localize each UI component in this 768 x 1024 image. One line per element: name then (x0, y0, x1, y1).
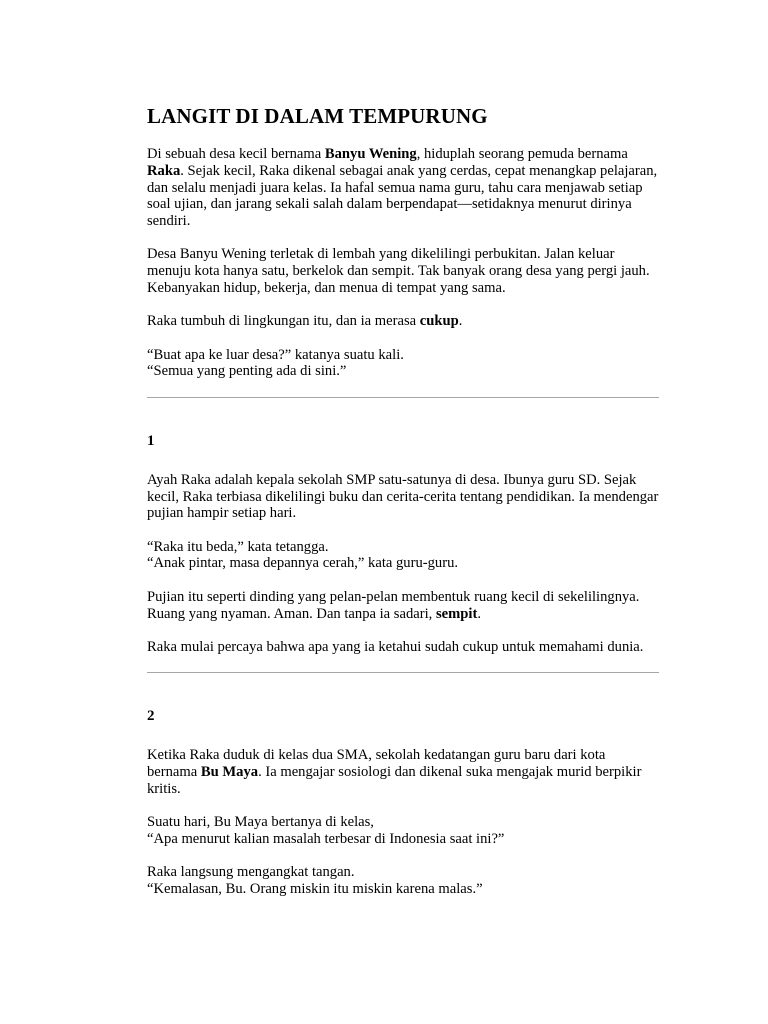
section-2-dialogue-2 (147, 864, 659, 898)
text-segment: Raka tumbuh di lingkungan itu, dan ia merasa (147, 313, 420, 330)
section-1-paragraph-1: Ayah Raka adalah kepala sekolah SMP satu-satunya di desa. Ibunya guru SD. Sejak kecil, Raka terbiasa dikelilingi buku dan cerita-cerita tentang pendidikan. Ia mendengar pujian hampir setiap hari. (147, 471, 659, 522)
text-segment: , hiduplah seorang pemuda bernama (416, 146, 628, 162)
section-2-dialogue-1 (147, 814, 659, 848)
text-segment: Di sebuah desa kecil bernama (147, 146, 325, 162)
intro-paragraph-2: Desa Banyu Wening terletak di lembah yang dikelilingi perbukitan. Jalan keluar menuju kota hanya satu, berkelok dan sempit. Tak banyak orang desa yang pergi jauh. Kebanyakan hidup, bekerja, dan menua di tempat yang sama. (147, 246, 650, 297)
section-1-dialogue (147, 539, 659, 573)
section-divider (147, 672, 659, 673)
document-page (147, 103, 659, 914)
bold-word: sempit (435, 605, 478, 622)
text-segment: . Ia mengajar sosiologi dan dikenal suka mengajak murid berpikir kritis. (147, 763, 642, 797)
bold-character-name: Bu Maya (200, 763, 259, 780)
intro-paragraph-1 (147, 146, 659, 230)
dialogue-line: “Buat apa ke luar desa?” katanya suatu kali. (147, 346, 404, 363)
section-1-paragraph-3 (147, 589, 659, 623)
section-1-number: 1 (147, 432, 155, 449)
dialogue-line: Suatu hari, Bu Maya bertanya di kelas, (147, 814, 374, 831)
section-1-paragraph-4: Raka mulai percaya bahwa apa yang ia ketahui sudah cukup untuk memahami dunia. (147, 638, 644, 655)
dialogue-line: “Apa menurut kalian masalah terbesar di Indonesia saat ini?” (147, 830, 505, 847)
text-segment: . Sejak kecil, Raka dikenal sebagai anak yang cerdas, cepat menangkap pelajaran, dan selalu menjadi juara kelas. Ia hafal semua nama guru, tahu cara menjawab setiap soal ujian, dan jarang sekali salah dalam berpendapat—setidaknya menurut dirinya sendiri. (147, 162, 658, 230)
dialogue-line: “Raka itu beda,” kata tetangga. (147, 538, 329, 555)
bold-village-name: Banyu Wening (324, 146, 417, 162)
intro-dialogue (147, 347, 659, 381)
dialogue-line: Raka langsung mengangkat tangan. (147, 864, 355, 881)
dialogue-line: “Anak pintar, masa depannya cerah,” kata guru-guru. (147, 555, 459, 572)
bold-word: cukup (419, 313, 459, 330)
section-divider (147, 397, 659, 398)
text-segment: Ketika Raka duduk di kelas dua SMA, sekolah kedatangan guru baru dari kota bernama (147, 747, 606, 780)
text-segment: Pujian itu seperti dinding yang pelan-pelan membentuk ruang kecil di sekelilingnya. Ruang yang nyaman. Aman. Dan tanpa ia sadari, (147, 588, 640, 622)
dialogue-line: “Semua yang penting ada di sini.” (147, 363, 347, 380)
bold-character-name: Raka (147, 162, 181, 179)
dialogue-line: “Kemalasan, Bu. Orang miskin itu miskin karena malas.” (147, 880, 483, 897)
text-segment: . (458, 313, 463, 330)
intro-paragraph-3 (147, 313, 659, 330)
document-title: LANGIT DI DALAM TEMPURUNG (147, 104, 488, 128)
text-segment: . (477, 605, 481, 622)
section-2-paragraph-1 (147, 747, 659, 797)
section-2-number: 2 (147, 708, 155, 725)
